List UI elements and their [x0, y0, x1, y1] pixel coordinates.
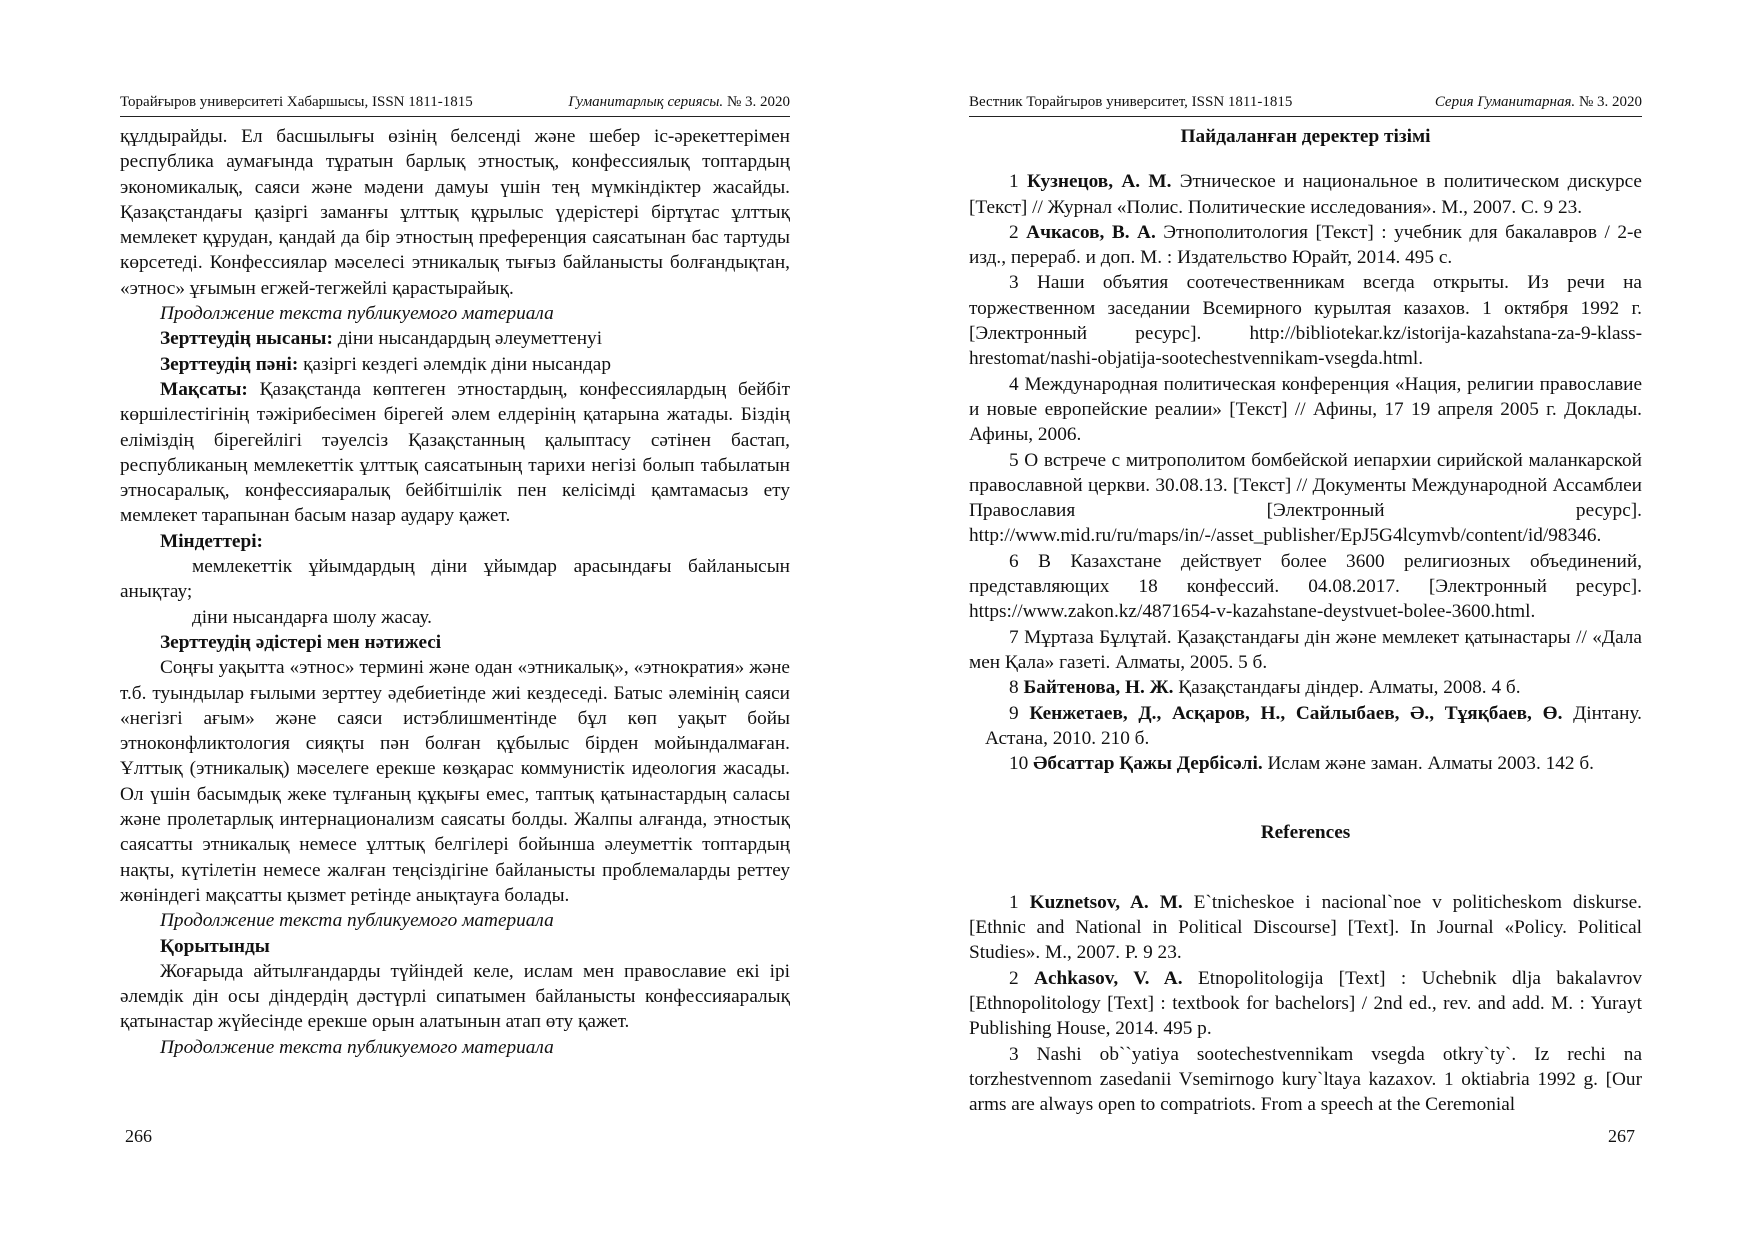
reference-number: 8: [1009, 677, 1024, 699]
series-name: Гуманитарлық сериясы.: [568, 94, 724, 110]
series-issue: [1435, 92, 1642, 116]
reference-item: [969, 675, 1642, 700]
reference-item: [969, 966, 1642, 1042]
reference-list: [969, 169, 1642, 776]
reference-item: [969, 270, 1642, 371]
continuation-note: Продолжение текста публикуемого материала: [160, 1036, 554, 1058]
left-page: [0, 0, 874, 1241]
reference-author: Кенжетаев, Д., Асқаров, Н., Сайлыбаев, Ә., Тұяқбаев, Ө.: [1029, 702, 1563, 724]
reference-author: Achkasov, V. A.: [1034, 967, 1183, 989]
subject-label: Зерттеудің пәні:: [160, 353, 299, 375]
reference-text: Мұртаза Бұлұтай. Қазақстандағы дін және мемлекет қатынастары // «Дала мен Қала» газеті. Алматы, 2005. 5 б.: [969, 626, 1642, 673]
reference-text: Этнополитология [Текст] : учебник для бакалавров / 2-е изд., перераб. и доп. М. : Издательство Юрайт, 2014. 495 с.: [969, 221, 1642, 269]
reference-text: Etnopolitologija [Text] : Uchebnik dlja bakalavrov [Ethnopolitology [Text] : textbook for bachelors] / 2nd ed., rev. and add. M. : Yurayt Publishing House, 2014. 495 p.: [969, 967, 1643, 1040]
reference-number: 10: [1009, 753, 1034, 775]
reference-author: Байтенова, Н. Ж.: [1023, 677, 1174, 699]
references-body: [969, 124, 1642, 1117]
reference-text: Этническое и национальное в политическом дискурсе [Текст] // Журнал «Полис. Политические исследования». М., 2007. С. 9 23.: [969, 171, 1642, 218]
reference-item: [969, 169, 1642, 220]
running-header: [120, 92, 790, 117]
reference-number: 7: [1009, 626, 1025, 648]
reference-number: 2: [1009, 221, 1027, 243]
tasks-heading: Міндеттері:: [160, 530, 263, 552]
paragraph: құлдырайды. Ел басшылығы өзінің белсенді және шебер іс-әрекеттерімен республика аумағында тұратын барлық этностық, конфессиялық топтардың экономикалық, саяси және мәдени дамуы үшін тең мүмкіндіктер жасайды. Қазақстандағы қазіргі заманғы ұлттық құрылыс үдерістері біртұтас ұлттық мемлекет құрудан, қандай да бір этностың преференция саясатынан бас тартуды көрсетеді. Конфессиялар мәселесі этникалық тығыз байланысты болғандықтан, «этнос» ұғымын егжей-тегжейлі қарастырайық.: [120, 126, 790, 299]
research-subject: [120, 352, 790, 377]
references-en-title: References: [1260, 822, 1351, 844]
reference-text: Дінтану. Астана, 2010. 210 б.: [985, 702, 1642, 749]
reference-number: 1: [1009, 171, 1027, 193]
reference-number: 6: [1009, 550, 1039, 572]
running-header: [969, 92, 1642, 117]
reference-number: 3: [1009, 272, 1037, 294]
reference-number: 1: [1009, 891, 1030, 913]
reference-number: 4: [1009, 373, 1025, 395]
reference-item: [969, 448, 1642, 549]
reference-text: Қазақстандағы діндер. Алматы, 2008. 4 б.: [1173, 677, 1521, 699]
reference-author: Әбсаттар Қажы Дербісәлі.: [1033, 753, 1263, 775]
reference-text: Ислам және заман. Алматы 2003. 142 б.: [1262, 753, 1594, 775]
reference-item: [969, 220, 1642, 271]
task-item: мемлекеттік ұйымдардың діни ұйымдар арасындағы байланысын анықтау;: [120, 556, 790, 603]
object-text: діни нысандардың әлеуметтенуі: [332, 328, 603, 350]
reference-item: [969, 751, 1642, 776]
reference-text: Международная политическая конференция «Нация, религии православие и новые европейские реалии» [Текст] // Афины, 17 19 апреля 2005 г. Доклады. Афины, 2006.: [969, 373, 1643, 446]
reference-number: 5: [1009, 449, 1025, 471]
paragraph: Жоғарыда айтылғандарды түйіндей келе, ислам мен православие екі ірі әлемдік дін осы діндердің дәстүрлі сипатымен байланысты конфессияаралық қатынастар жүйесінде ерекше орын алатынын атап өту қажет.: [120, 960, 790, 1033]
reference-author: Кузнецов, А. М.: [1026, 171, 1172, 193]
reference-text: В Казахстане действует более 3600 религиозных объединений, представляющих 18 конфессий. 04.08.2017. [Электронный ресурс]. https://www.zakon.kz/4871654-v-kazahstane-deystvuet-bolee-3600.html.: [969, 550, 1643, 623]
reference-item: [969, 372, 1642, 448]
subject-text: қазіргі кездегі әлемдік діни нысандар: [298, 353, 611, 375]
reference-text: E`tnicheskoe i nacional`noe v politicheskom diskurse. [Ethnic and National in Political Discourse] [Text]. In Journal «Policy. Political Studies». M., 2007. P. 9 23.: [969, 891, 1642, 964]
reference-item: [969, 625, 1642, 676]
reference-text: О встрече с митрополитом бомбейской иепархии сирийской маланкарской православной церкви. 30.08.13. [Текст] // Документы Международной Ассамблеи Православия [Электронный ресурс]. http://www.mid.ru/ru/maps/in/-/asset_publisher/EpJ5G4lcymvb/content/id/98346.: [969, 449, 1642, 547]
paragraph: Соңғы уақытта «этнос» термині және одан «этникалық», «этнократия» және т.б. туындылар ғылыми зерттеу әдебиетінде жиі кездеседі. Батыс әлемінің саяси «негізгі ағым» және саяси истэблишментінде бұл көп уақыт бойы этноконфликтология сияқты пән болған құбылыс бірден мойындалмаған. Ұлттық (этникалық) мәселеге ерекше көзқарас коммунистік идеология жасады. Ол үшін басымдық жеке тұлғаның құқығы емес, таптық қатынастардың саласы және пролетарлық интернационализм саясаты болды. Жалпы алғанда, этностық саясатты этникалық немесе ұлттық белгілері бойынша әлеуметтік топтардың нақты, күтілетін немесе жалған теңсіздігіне байланысты проблемаларды реттеу жөніндегі мақсатты қызмет ретінде анықтауға болады.: [120, 657, 790, 906]
reference-list-en: [969, 890, 1642, 1118]
reference-text: Наши объятия соотечественникам всегда открыты. Из речи на торжественном заседании Всемирного курылтая казахов. 1 октября 1992 г. [Электронный ресурс]. http://bibliotekar.kz/istorija-kazahstana-za-9-klass-hrestomat/nashi-objatija-sootechestvennikam-vsegda.html.: [969, 272, 1642, 370]
goal-label: Мақсаты:: [160, 378, 248, 400]
journal-name: Торайғыров университеті Хабаршысы, ISSN 1811-1815: [120, 94, 473, 110]
goal-text: Қазақстанда көптеген этностардың, конфессиялардың бейбіт көршілестігінің тәжірибесімен бірегей әлем елдерінің қатарына жатады. Біздің еліміздің бірегейлігі тәуелсіз Қазақстанның қалыптасу сәтінен бастап, республиканың мемлекеттік ұлттық саясатының тарихи негізі болып табылатын этносаралық, конфессияаралық бейбітшілік пен келісімді қамтамасыз ету мемлекет тарапынан басым назар аудару қажет.: [120, 378, 790, 527]
references-title: Пайдаланған деректер тізімі: [1180, 126, 1431, 147]
page-number: 266: [125, 1126, 152, 1146]
page-number: 267: [1608, 1126, 1635, 1146]
right-page: [875, 0, 1749, 1241]
task-item: діни нысандарға шолу жасау.: [192, 606, 432, 628]
reference-author: Ачкасов, В. А.: [1026, 221, 1156, 243]
reference-text: Nashi ob``yatiya sootechestvennikam vsegda otkry`ty`. Iz rechi na torzhestvennom zasedanii Vsemirnogo kury`ltaya kazaxov. 1 oktiabria 1992 g. [Our arms are always open to compatriots. From a speech at the Ceremonial: [969, 1043, 1643, 1116]
issue-number: № 3. 2020: [726, 94, 790, 110]
object-label: Зерттеудің нысаны:: [160, 328, 333, 350]
reference-item: [969, 701, 1642, 752]
issue-number: № 3. 2020: [1578, 94, 1642, 110]
reference-item: [969, 890, 1642, 966]
reference-author: Kuznetsov, A. M.: [1029, 891, 1183, 913]
reference-item: [969, 549, 1642, 625]
continuation-note: Продолжение текста публикуемого материала: [160, 303, 554, 325]
methods-heading: Зерттеудің әдістері мен нәтижесі: [160, 631, 442, 653]
series-issue: [568, 92, 790, 116]
reference-number: 3: [1009, 1043, 1037, 1065]
conclusion-heading: Қорытынды: [160, 935, 270, 957]
research-goal: [120, 377, 790, 529]
article-body: [120, 124, 790, 1060]
reference-number: 2: [1009, 967, 1035, 989]
research-object: [120, 326, 790, 351]
journal-name: Вестник Торайгыров университет, ISSN 1811-1815: [969, 94, 1293, 110]
continuation-note: Продолжение текста публикуемого материала: [160, 910, 554, 932]
reference-item: [969, 1042, 1642, 1118]
series-name: Серия Гуманитарная.: [1434, 94, 1576, 110]
reference-number: 9: [1009, 702, 1030, 724]
